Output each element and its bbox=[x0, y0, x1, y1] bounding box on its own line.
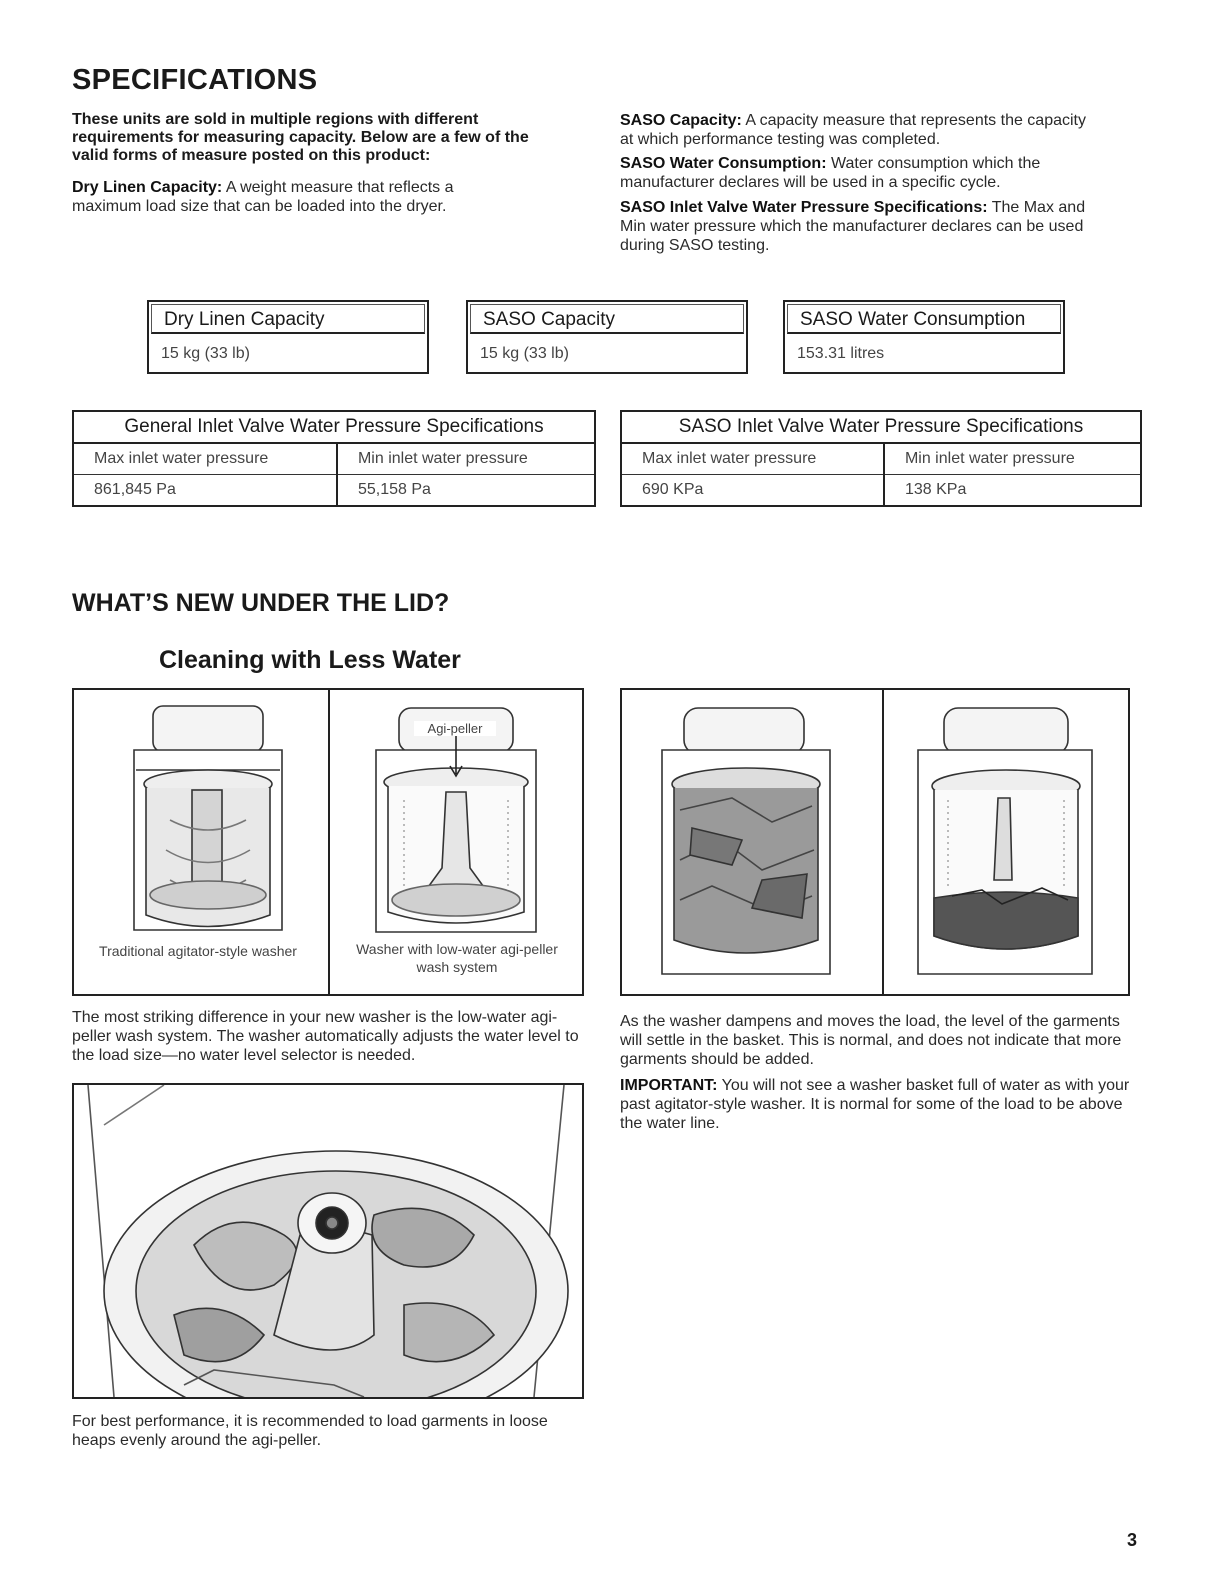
saso-water-desc: Water consumption which the manufacturer declares will be used in a specific cycle. bbox=[620, 155, 1041, 191]
cleaning-subtitle: Cleaning with Less Water bbox=[159, 646, 461, 674]
table-value-min: 138 KPa bbox=[884, 475, 1141, 507]
box-value: 153.31 litres bbox=[797, 345, 885, 362]
saso-capacity-box bbox=[466, 300, 748, 374]
dry-linen-term: Dry Linen Capacity: bbox=[72, 179, 223, 196]
best-performance-caption: For best performance, it is recommended to load garments in loose heaps evenly around the agi-peller. bbox=[72, 1413, 548, 1449]
table-value-min: 55,158 Pa bbox=[337, 475, 595, 507]
box-value: 15 kg (33 lb) bbox=[161, 345, 250, 362]
page-number: 3 bbox=[1127, 1530, 1138, 1550]
table-header-min: Min inlet water pressure bbox=[884, 443, 1141, 475]
loaded-washer-illustration bbox=[622, 690, 1128, 994]
settled-load-washer-drawing bbox=[918, 708, 1092, 974]
important-paragraph bbox=[620, 1076, 1130, 1133]
full-load-washer-drawing bbox=[662, 708, 830, 974]
washer-top-view-drawing bbox=[88, 1085, 568, 1397]
saso-water-consumption-box bbox=[783, 300, 1065, 374]
table-title: General Inlet Valve Water Pressure Specifications bbox=[73, 411, 595, 443]
general-pressure-table bbox=[72, 410, 596, 507]
box-label: SASO Water Consumption bbox=[787, 304, 1061, 334]
washer-comparison-panel bbox=[72, 688, 584, 996]
saso-water-definition bbox=[620, 154, 1080, 192]
table-header-max: Max inlet water pressure bbox=[73, 443, 337, 475]
box-label: Dry Linen Capacity bbox=[151, 304, 425, 334]
caption-traditional: Traditional agitator-style washer bbox=[99, 943, 297, 959]
saso-capacity-definition bbox=[620, 111, 1100, 149]
saso-capacity-desc: A capacity measure that represents the capacity at which performance testing was completed. bbox=[620, 112, 1086, 148]
specs-intro: These units are sold in multiple regions with different requirements for measuring capacity. Below are a few of the valid forms of measure posted on this product: bbox=[72, 111, 529, 164]
top-view-panel bbox=[72, 1083, 584, 1399]
dry-linen-definition bbox=[72, 178, 522, 216]
box-label: SASO Capacity bbox=[470, 304, 744, 334]
low-water-washer-drawing bbox=[376, 708, 536, 932]
specifications-title: SPECIFICATIONS bbox=[72, 64, 318, 96]
table-header-min: Min inlet water pressure bbox=[337, 443, 595, 475]
dry-linen-capacity-box bbox=[147, 300, 429, 374]
agipeller-label: Agi-peller bbox=[414, 721, 496, 736]
dampen-paragraph: As the washer dampens and moves the load, the level of the garments will settle in the basket. This is normal, and does not indicate that more garments should be added. bbox=[620, 1013, 1122, 1068]
top-view-illustration bbox=[74, 1085, 582, 1397]
saso-capacity-term: SASO Capacity: bbox=[620, 112, 742, 129]
table-title: SASO Inlet Valve Water Pressure Specifications bbox=[621, 411, 1141, 443]
traditional-washer-drawing bbox=[134, 706, 282, 930]
box-value: 15 kg (33 lb) bbox=[480, 345, 569, 362]
table-value-max: 690 KPa bbox=[621, 475, 884, 507]
saso-inlet-term: SASO Inlet Valve Water Pressure Specifications: bbox=[620, 199, 988, 216]
important-text: You will not see a washer basket full of water as with your past agitator-style washer. It is normal for some of the load to be above the water line. bbox=[620, 1077, 1130, 1132]
loaded-washer-panel bbox=[620, 688, 1130, 996]
saso-inlet-definition bbox=[620, 198, 1115, 255]
table-value-max: 861,845 Pa bbox=[73, 475, 337, 507]
table-header-max: Max inlet water pressure bbox=[621, 443, 884, 475]
saso-pressure-table bbox=[620, 410, 1142, 507]
whats-new-title: WHAT’S NEW UNDER THE LID? bbox=[72, 589, 450, 617]
saso-water-term: SASO Water Consumption: bbox=[620, 155, 827, 172]
important-label: IMPORTANT: bbox=[620, 1077, 718, 1094]
saso-inlet-desc: The Max and Min water pressure which the manufacturer declares can be used during SASO testing. bbox=[620, 199, 1086, 254]
low-water-paragraph: The most striking difference in your new washer is the low-water agi-peller wash system. The washer automatically adjusts the water level to the load size—no water level selector is needed. bbox=[72, 1009, 579, 1064]
caption-low-water: Washer with low-water agi-peller wash system bbox=[356, 941, 558, 975]
dry-linen-desc: A weight measure that reflects a maximum load size that can be loaded into the dryer. bbox=[72, 179, 454, 215]
